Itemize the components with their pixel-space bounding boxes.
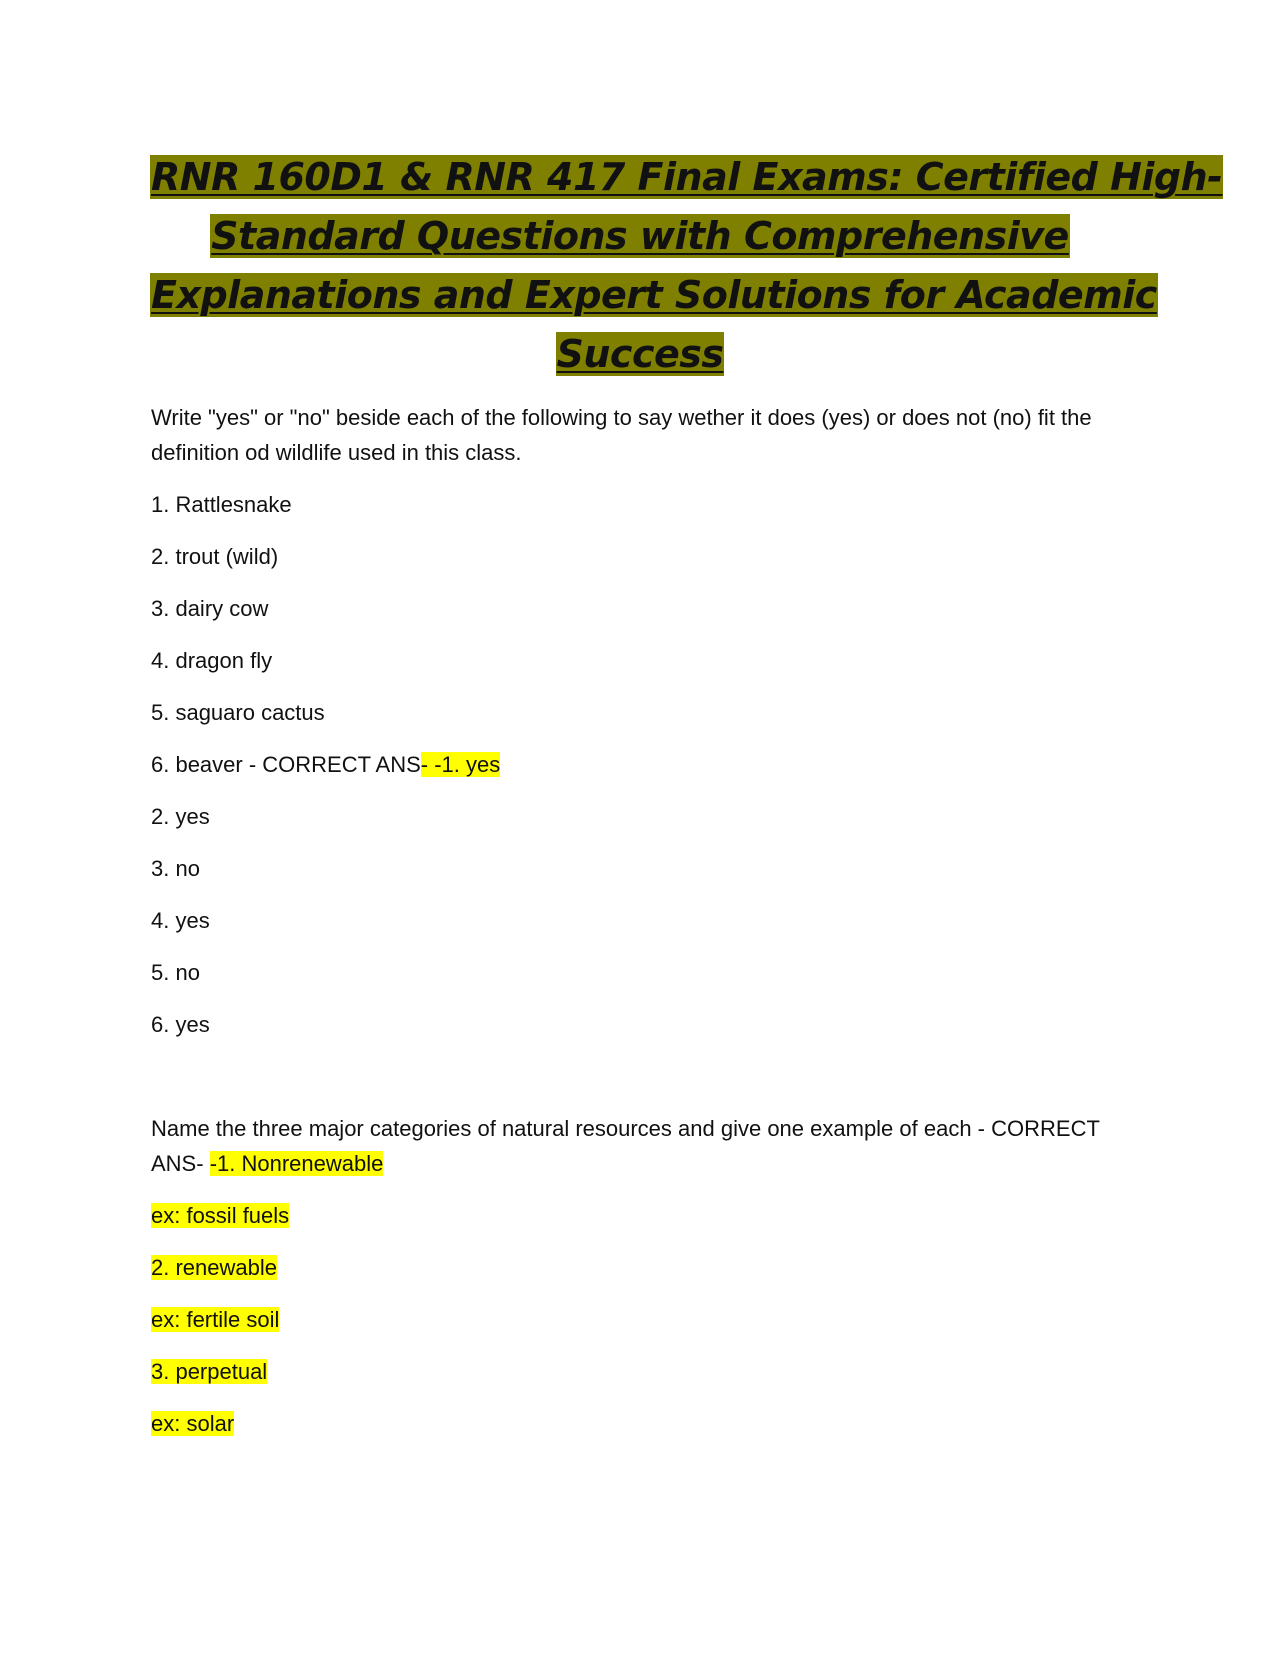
question-2-answer: 2. renewable bbox=[151, 1255, 277, 1280]
document-title bbox=[150, 148, 1223, 384]
question-2-prompt bbox=[151, 1111, 1131, 1181]
title-line: RNR 160D1 & RNR 417 Final Exams: Certified High- bbox=[151, 155, 1223, 199]
title-line: Explanations and Expert Solutions for Academic bbox=[151, 273, 1157, 317]
question-2-answer: ex: fossil fuels bbox=[151, 1203, 290, 1228]
question-1-answer: 2. yes bbox=[151, 804, 210, 829]
question-1-item: 4. dragon fly bbox=[151, 648, 273, 673]
question-2-answer: ex: fertile soil bbox=[151, 1307, 280, 1332]
question-1-prompt: Write "yes" or "no" beside each of the following to say wether it does (yes) or does not (no) fit the definition od wildlife used in this class. bbox=[151, 405, 1092, 465]
question-1-last-item bbox=[151, 747, 1131, 782]
question-1-item: 5. saguaro cactus bbox=[151, 700, 325, 725]
question-1-item: 1. Rattlesnake bbox=[151, 492, 292, 517]
title-line: Standard Questions with Comprehensive bbox=[211, 214, 1069, 258]
question-1-item: 2. trout (wild) bbox=[151, 544, 279, 569]
question-1-item: 3. dairy cow bbox=[151, 596, 269, 621]
question-1-answer: 3. no bbox=[151, 856, 200, 881]
question-2-answer: 3. perpetual bbox=[151, 1359, 268, 1384]
document-body bbox=[151, 400, 1131, 1458]
correct-answer-highlight: -1. Nonrenewable bbox=[209, 1151, 384, 1176]
item-text: 6. beaver - CORRECT ANS bbox=[151, 752, 421, 777]
question-2-answer: ex: solar bbox=[151, 1411, 235, 1436]
title-line: Success bbox=[556, 332, 724, 376]
question-1-answer: 4. yes bbox=[151, 908, 210, 933]
question-1-answer: 6. yes bbox=[151, 1012, 210, 1037]
correct-answer-highlight: - -1. yes bbox=[420, 752, 501, 777]
question-1-answer: 5. no bbox=[151, 960, 200, 985]
question-2-text: Name the three major categories of natural resources and give one example of each - CORRECT ANS- bbox=[151, 1116, 1100, 1176]
